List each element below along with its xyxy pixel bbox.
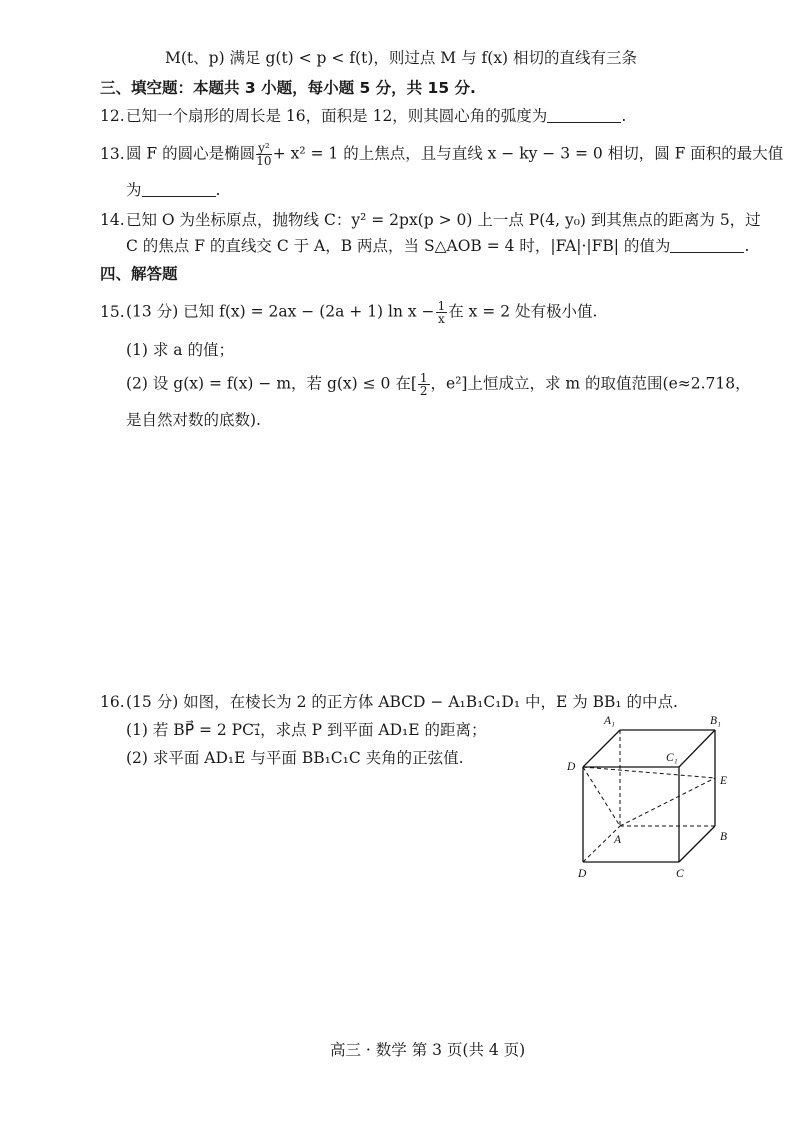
interval-open-bracket: [ <box>410 374 417 393</box>
question-15-part-2 <box>126 372 751 397</box>
question-12 <box>100 106 626 126</box>
interval-rest: ，e²] <box>430 374 468 393</box>
label-c: C <box>676 868 684 880</box>
answer-blank-13 <box>142 182 216 197</box>
question-15-number: 15. <box>100 302 125 321</box>
ellipse-fraction-bottom: 10 <box>256 154 272 168</box>
question-14-line-1 <box>100 210 761 230</box>
label-a1: A₁ <box>604 715 616 727</box>
question-14-line-2 <box>126 236 749 256</box>
reciprocal-fraction <box>436 300 448 325</box>
question-12-end: . <box>621 107 627 125</box>
question-13-line-2-prefix: 为 <box>126 181 142 199</box>
label-b1: B₁ <box>710 715 722 727</box>
question-16-text: (15 分) 如图，在棱长为 2 的正方体 ABCD − A₁B₁C₁D₁ 中，E 为 BB₁ 的中点. <box>126 693 678 711</box>
question-14-text-b: C 的焦点 F 的直线交 C 于 A，B 两点，当 S△AOB = 4 时，|FA|·|FB| 的值为 <box>126 237 671 255</box>
label-d: D <box>578 868 587 880</box>
question-12-text: 已知一个扇形的周长是 16，面积是 12，则其圆心角的弧度为 <box>126 107 548 125</box>
interval-fraction-bottom: 2 <box>419 384 428 398</box>
interval-fraction <box>418 372 430 397</box>
reciprocal-fraction-top: 1 <box>437 299 446 313</box>
question-14-end: . <box>744 237 750 255</box>
carryover-text: M(t、p) 满足 g(t) < p < f(t)，则过点 M 与 f(x) 相切的直线有三条 <box>165 49 638 67</box>
question-15-text-b: 在 x = 2 处有极小值. <box>448 302 598 321</box>
cube-figure <box>560 700 760 890</box>
question-15-part-2-text-b: 上恒成立，求 m 的取值范围(e≈2.718， <box>467 374 751 393</box>
edge-c1-b1 <box>679 730 715 767</box>
question-15-line-1 <box>100 300 597 325</box>
question-15-part-2-text-a: (2) 设 g(x) = f(x) − m，若 g(x) ≤ 0 在 <box>126 374 411 393</box>
question-13-text-b: + x² = 1 的上焦点，且与直线 x − ky − 3 = 0 相切，圆 F 面积的最大值 <box>272 144 784 163</box>
answer-blank-14 <box>670 238 744 253</box>
question-14-number: 14. <box>100 211 125 229</box>
segment-d1-a <box>583 767 620 826</box>
segment-a-e <box>620 778 715 826</box>
question-13-line-1 <box>100 142 783 167</box>
question-16-part-2: (2) 求平面 AD₁E 与平面 BB₁C₁C 夹角的正弦值. <box>126 749 464 767</box>
question-15-part-2-line-2: 是自然对数的底数). <box>126 411 261 429</box>
reciprocal-fraction-bottom: x <box>437 312 445 326</box>
question-14-text-a: 已知 O 为坐标原点，抛物线 C：y² = 2px(p > 0) 上一点 P(4, y₀) 到其焦点的距离为 5，过 <box>126 211 761 229</box>
ellipse-fraction <box>256 142 272 167</box>
question-12-number: 12. <box>100 107 125 125</box>
question-13-line-2 <box>126 180 220 200</box>
question-15-text-a: (13 分) 已知 f(x) = 2ax − (2a + 1) ln x − <box>126 302 435 321</box>
question-13-text-a: 圆 F 的圆心是椭圆 <box>126 144 256 163</box>
section-4-heading: 四、解答题 <box>100 265 178 283</box>
edge-d1-a1 <box>583 730 620 767</box>
interval-fraction-top: 1 <box>419 371 428 385</box>
answer-blank-12 <box>547 108 621 123</box>
question-13-number: 13. <box>100 144 125 163</box>
question-16-number: 16. <box>100 693 125 711</box>
question-13-end: . <box>215 181 221 199</box>
page-footer: 高三 · 数学 第 3 页(共 4 页) <box>330 1041 526 1059</box>
segment-d1-e <box>583 767 715 778</box>
ellipse-fraction-top: y² <box>258 141 270 155</box>
label-a: A <box>614 834 622 846</box>
label-c1: C₁ <box>666 752 678 764</box>
section-3-heading: 三、填空题：本题共 3 小题，每小题 5 分，共 15 分. <box>100 79 476 97</box>
question-15-part-1: (1) 求 a 的值； <box>126 341 234 359</box>
label-e: E <box>720 775 728 787</box>
question-16-part-1: (1) 若 BP⃗ = 2 PC₁⃗，求点 P 到平面 AD₁E 的距离； <box>126 721 487 739</box>
label-d1: D <box>567 761 576 773</box>
label-b: B <box>720 831 728 843</box>
edge-c-b <box>679 826 715 862</box>
